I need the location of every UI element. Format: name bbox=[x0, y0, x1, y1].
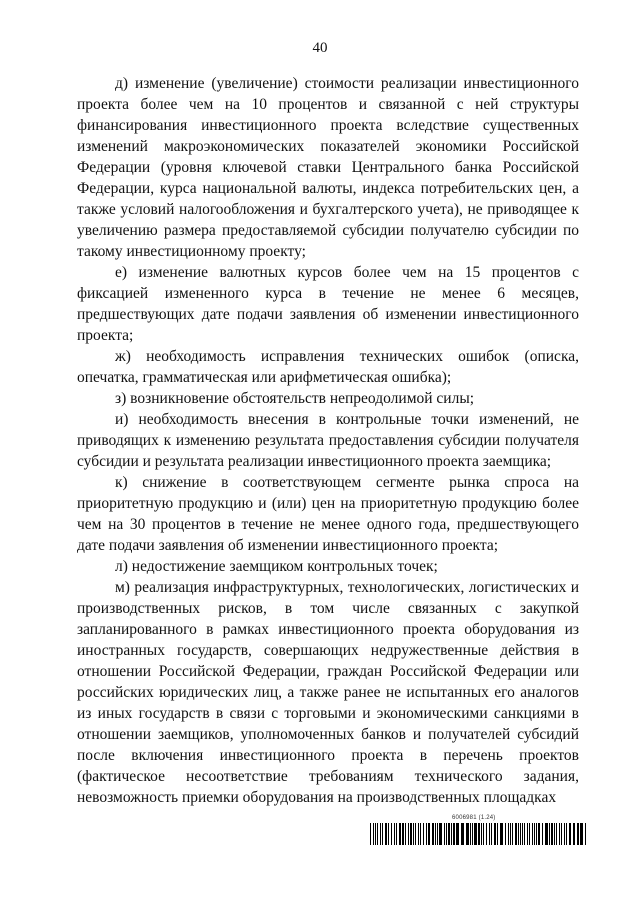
paragraph-e: е) изменение валютных курсов более чем на 15 процентов с фиксацией измененного курса в течение не менее 6 месяцев, предшествующих дате подачи заявления об изменении инвестиционного проекта; bbox=[77, 264, 579, 344]
paragraph-zh: ж) необходимость исправления технических ошибок (описка, опечатка, грамматическая или арифметическая ошибка); bbox=[77, 348, 579, 386]
paragraph-k: к) снижение в соответствующем сегменте рынка спроса на приоритетную продукцию и (или) цен на приоритетную продукцию более чем на 30 процентов в течение не менее одного года, предшествующего дате подачи заявления об изменении инвестиционного проекта; bbox=[77, 474, 579, 554]
paragraph-z: з) возникновение обстоятельств непреодолимой силы; bbox=[115, 390, 475, 407]
barcode-icon bbox=[370, 823, 590, 845]
paragraph-i: и) необходимость внесения в контрольные точки изменений, не приводящих к изменению результата предоставления субсидии получателя субсидии и результата реализации инвестиционного проекта заемщика; bbox=[77, 411, 579, 470]
page-number: 40 bbox=[312, 40, 328, 56]
document-stamp: 6006981 (1.24) bbox=[452, 815, 496, 821]
document-body bbox=[77, 73, 579, 808]
paragraph-l: л) недостижение заемщиком контрольных точек; bbox=[115, 558, 438, 575]
paragraph-d: д) изменение (увеличение) стоимости реализации инвестиционного проекта более чем на 10 процентов и связанной с ней структуры финансирования инвестиционного проекта вследствие существенных изменений макроэкономических показателей экономики Российской Федерации (уровня ключевой ставки Центрального банка Российской Федерации, курса национальной валюты, индекса потребительских цен, а также условий налогообложения и бухгалтерского учета), не приводящее к увеличению размера предоставляемой субсидии получателю субсидии по такому инвестиционному проекту; bbox=[77, 75, 579, 260]
paragraph-m: м) реализация инфраструктурных, технологических, логистических и производственных рисков, в том числе связанных с закупкой запланированного в рамках инвестиционного проекта оборудования из иностранных государств, совершающих недружественные действия в отношении Российской Федерации, граждан Российской Федерации или российских юридических лиц, а также ранее не испытанных его аналогов из иных государств в связи с торговыми и экономическими санкциями в отношении заемщиков, уполномоченных банков и получателей субсидий после включения инвестиционного проекта в перечень проектов (фактическое несоответствие требованиям технического задания, невозможность приемки оборудования на производственных площадках bbox=[77, 579, 579, 806]
